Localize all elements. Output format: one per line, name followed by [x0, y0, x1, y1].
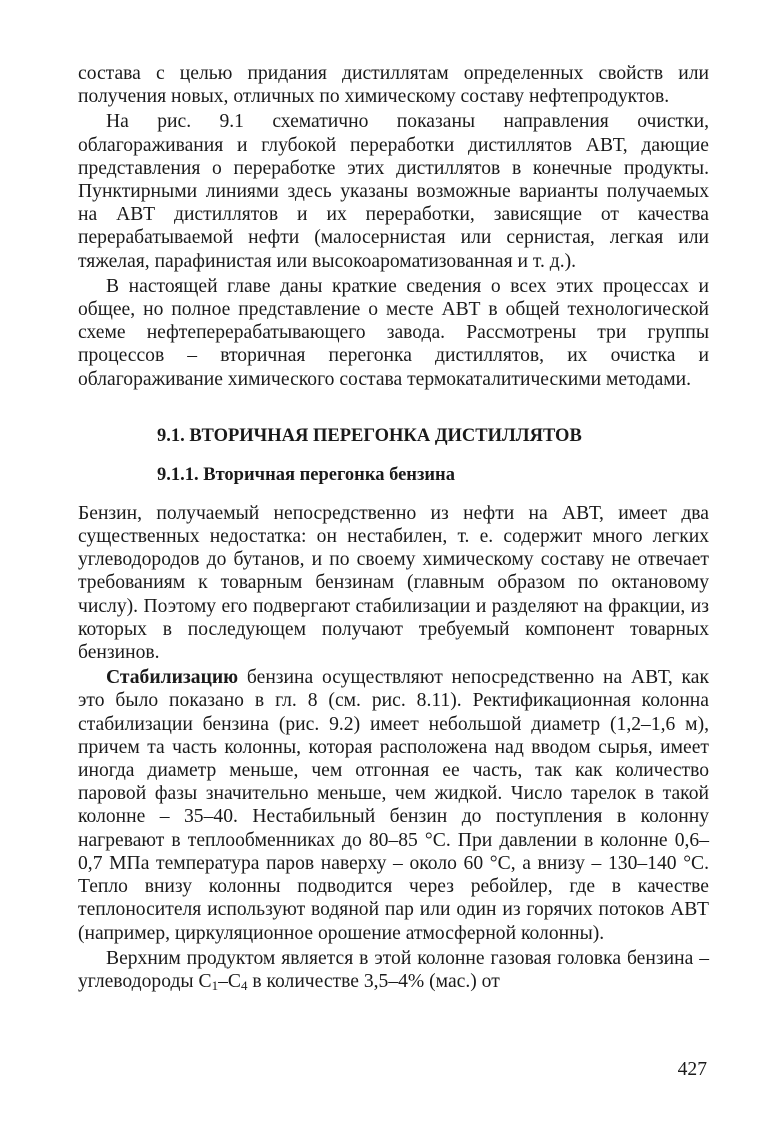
- paragraph-chapter-summary: В настоящей главе даны краткие сведения о всех этих процессах и общее, но полное представление о месте АВТ в общей технологической схеме нефтеперерабатывающего завода. Рассмотрены три группы процессов – вторичная перегонка дистиллятов, их очистка и облагораживание химического состава термокаталитическими методами.: [78, 275, 709, 390]
- term-stabilization: Стабилизацию: [106, 667, 239, 689]
- paragraph-stabilization: [78, 666, 709, 944]
- paragraph-continuation: состава с целью придания дистиллятам определенных свойств или получения новых, отличных по химическому составу нефтепродуктов.: [78, 63, 709, 108]
- paragraph-top-product: [78, 947, 709, 993]
- subsection-heading: 9.1.1. Вторичная перегонка бензина: [157, 464, 455, 485]
- subscript-1: 1: [211, 977, 219, 993]
- top-product-text-c: в количестве 3,5–4% (мас.) от: [247, 970, 500, 992]
- paragraph-gasoline-intro: Бензин, получаемый непосредственно из нефти на АВТ, имеет два существенных недостатка: он нестабилен, т. е. содержит много легких углеводородов до бутанов, и по своему химическому составу не отвечает требованиям к товарным бензинам (главным образом по октановому числу). Поэтому его подвергают стабилизации и разделяют на фракции, из которых в последующем получают требуемый компонент товарных бензинов.: [78, 502, 709, 664]
- paragraph-figure-overview: На рис. 9.1 схематично показаны направления очистки, облагораживания и глубокой переработки дистиллятов АВТ, дающие представления о переработке этих дистиллятов в конечные продукты. Пунктирными линиями здесь указаны возможные варианты получаемых на АВТ дистиллятов и их переработки, зависящие от качества перерабатываемой нефти (малосернистая или сернистая, легкая или тяжелая, парафинистая или высокоароматизованная и т. д.).: [78, 111, 709, 272]
- section-heading: 9.1. ВТОРИЧНАЯ ПЕРЕГОНКА ДИСТИЛЛЯТОВ: [157, 425, 582, 446]
- paragraph-stabilization-text: бензина осуществляют непосредственно на АВТ, как это было показано в гл. 8 (см. рис. 8.11). Ректификационная колонна стабилизации бензина (рис. 9.2) имеет небольшой диаметр (1,2–1,6 м), причем та часть колонны, которая расположена над вводом сырья, имеет иногда диаметр меньше, чем отгонная ее часть, так как количество паровой фазы значительно меньше, чем жидкой. Число тарелок в такой колонне – 35–40. Нестабильный бензин до поступления в колонну нагревают в теплообменниках до 80–85 °С. При давлении в колонне 0,6–0,7 МПа температура паров наверху – около 60 °С, а внизу – 130–140 °С. Тепло внизу колонны подводится через ребойлер, где в качестве теплоносителя используют водяной пар или один из горячих потоков АВТ (например, циркуляционное орошение атмосферной колонны).: [78, 667, 709, 944]
- top-product-text-b: –С: [218, 970, 241, 992]
- page-number: 427: [677, 1059, 707, 1080]
- subscript-4: 4: [240, 977, 248, 993]
- top-product-text-a: Верхним продуктом является в этой колонне газовая головка бензина – углеводороды С: [78, 947, 709, 992]
